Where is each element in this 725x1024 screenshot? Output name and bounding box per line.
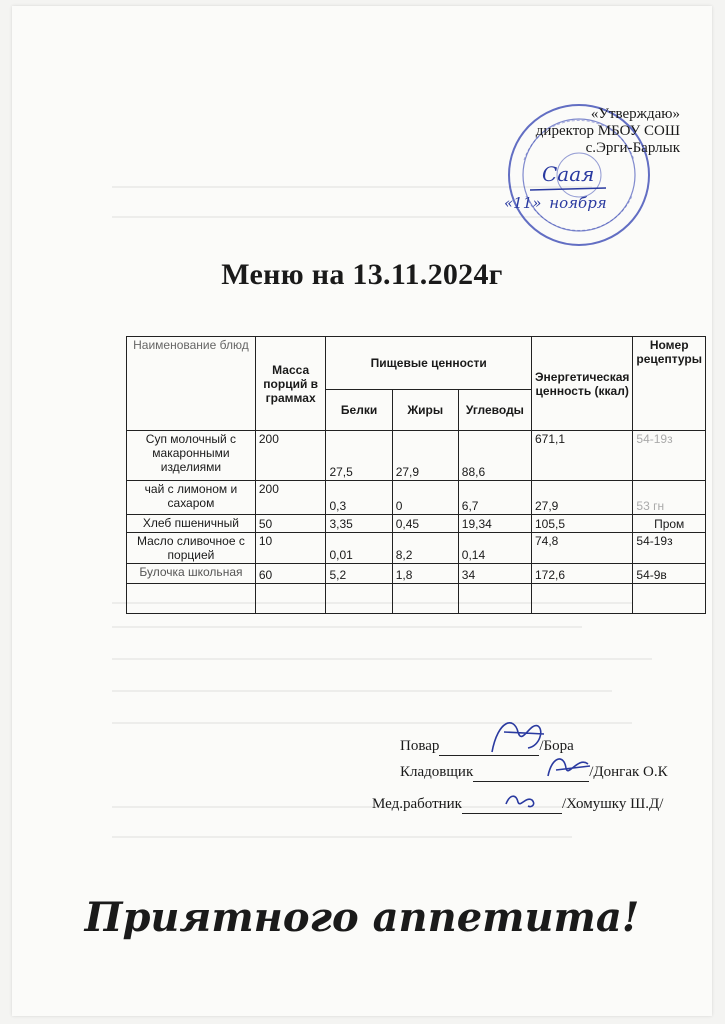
header-energy: Энергетическая ценность (ккал) <box>531 337 632 431</box>
header-recipe: Номер рецептуры <box>633 337 706 431</box>
dish-recipe: 54-19з <box>633 533 706 564</box>
dish-name: Булочка школьная <box>127 564 256 584</box>
dish-name: Хлеб пшеничный <box>127 515 256 533</box>
medic-signature <box>502 790 542 812</box>
table-row <box>127 533 706 564</box>
table-row-empty <box>127 584 706 614</box>
dish-mass: 60 <box>255 564 326 584</box>
dish-mass: 50 <box>255 515 326 533</box>
dish-recipe: 54-9в <box>633 564 706 584</box>
dish-carbs: 34 <box>458 564 531 584</box>
storekeeper-label: Кладовщик <box>400 764 474 780</box>
dish-fat: 0,45 <box>392 515 458 533</box>
dish-name: чай с лимоном и сахаром <box>127 481 256 515</box>
bleed-through-line <box>112 216 542 218</box>
medic-label: Мед.работник <box>372 796 462 812</box>
page-title: Меню на 13.11.2024г <box>221 258 503 291</box>
dish-fat: 1,8 <box>392 564 458 584</box>
header-dish: Наименование блюд <box>127 337 256 431</box>
signature-underline <box>528 184 608 194</box>
document-page <box>12 6 712 1016</box>
approval-date <box>504 194 607 213</box>
dish-energy: 74,8 <box>531 533 632 564</box>
approval-heading: «Утверждаю» <box>590 106 680 122</box>
dish-energy: 172,6 <box>531 564 632 584</box>
storekeeper-signature <box>542 748 596 782</box>
table-row <box>127 481 706 515</box>
dish-protein: 0,3 <box>326 481 392 515</box>
cook-name: /Бора <box>539 738 574 754</box>
dish-carbs: 6,7 <box>458 481 531 515</box>
dish-recipe: 54-19з <box>633 431 706 481</box>
dish-carbs: 88,6 <box>458 431 531 481</box>
table-row <box>127 431 706 481</box>
header-mass: Масса порций в граммах <box>255 337 326 431</box>
dish-fat: 8,2 <box>392 533 458 564</box>
dish-recipe: Пром <box>633 515 706 533</box>
header-nutrients: Пищевые ценности <box>326 337 532 390</box>
header-fat: Жиры <box>392 390 458 431</box>
bleed-through-line <box>112 690 612 692</box>
approval-location: с.Эрги-Барлык <box>585 140 680 156</box>
dish-protein: 3,35 <box>326 515 392 533</box>
approval-date-day: «11» <box>504 194 542 212</box>
cook-label: Повар <box>400 738 440 754</box>
closing-wish: Приятного аппетита! <box>84 894 640 941</box>
dish-recipe: 53 гн <box>633 481 706 515</box>
storekeeper-name: /Донгак О.К <box>589 764 668 780</box>
dish-mass: 200 <box>255 481 326 515</box>
dish-energy: 671,1 <box>531 431 632 481</box>
dish-mass: 200 <box>255 431 326 481</box>
storekeeper-signature-line <box>400 764 668 782</box>
header-carbs: Углеводы <box>458 390 531 431</box>
dish-fat: 27,9 <box>392 431 458 481</box>
menu-table <box>126 336 706 614</box>
dish-energy: 105,5 <box>531 515 632 533</box>
dish-name: Масло сливочное с порцией <box>127 533 256 564</box>
table-row <box>127 564 706 584</box>
dish-protein: 5,2 <box>326 564 392 584</box>
dish-protein: 0,01 <box>326 533 392 564</box>
bleed-through-line <box>112 626 582 628</box>
table-row <box>127 515 706 533</box>
bleed-through-line <box>112 658 652 660</box>
dish-mass: 10 <box>255 533 326 564</box>
dish-energy: 27,9 <box>531 481 632 515</box>
approval-position: директор МБОУ СОШ <box>535 123 680 139</box>
dish-carbs: 0,14 <box>458 533 531 564</box>
approval-date-month: ноября <box>549 194 607 212</box>
dish-name: Суп молочный с макаронными изделиями <box>127 431 256 481</box>
dish-protein: 27,5 <box>326 431 392 481</box>
director-signature: Саая <box>542 162 595 186</box>
approval-block <box>536 106 680 157</box>
medic-name: /Хомушку Ш.Д/ <box>561 796 664 812</box>
dish-fat: 0 <box>392 481 458 515</box>
header-protein: Белки <box>326 390 392 431</box>
dish-carbs: 19,34 <box>458 515 531 533</box>
bleed-through-line <box>112 836 572 838</box>
bleed-through-line <box>112 722 632 724</box>
